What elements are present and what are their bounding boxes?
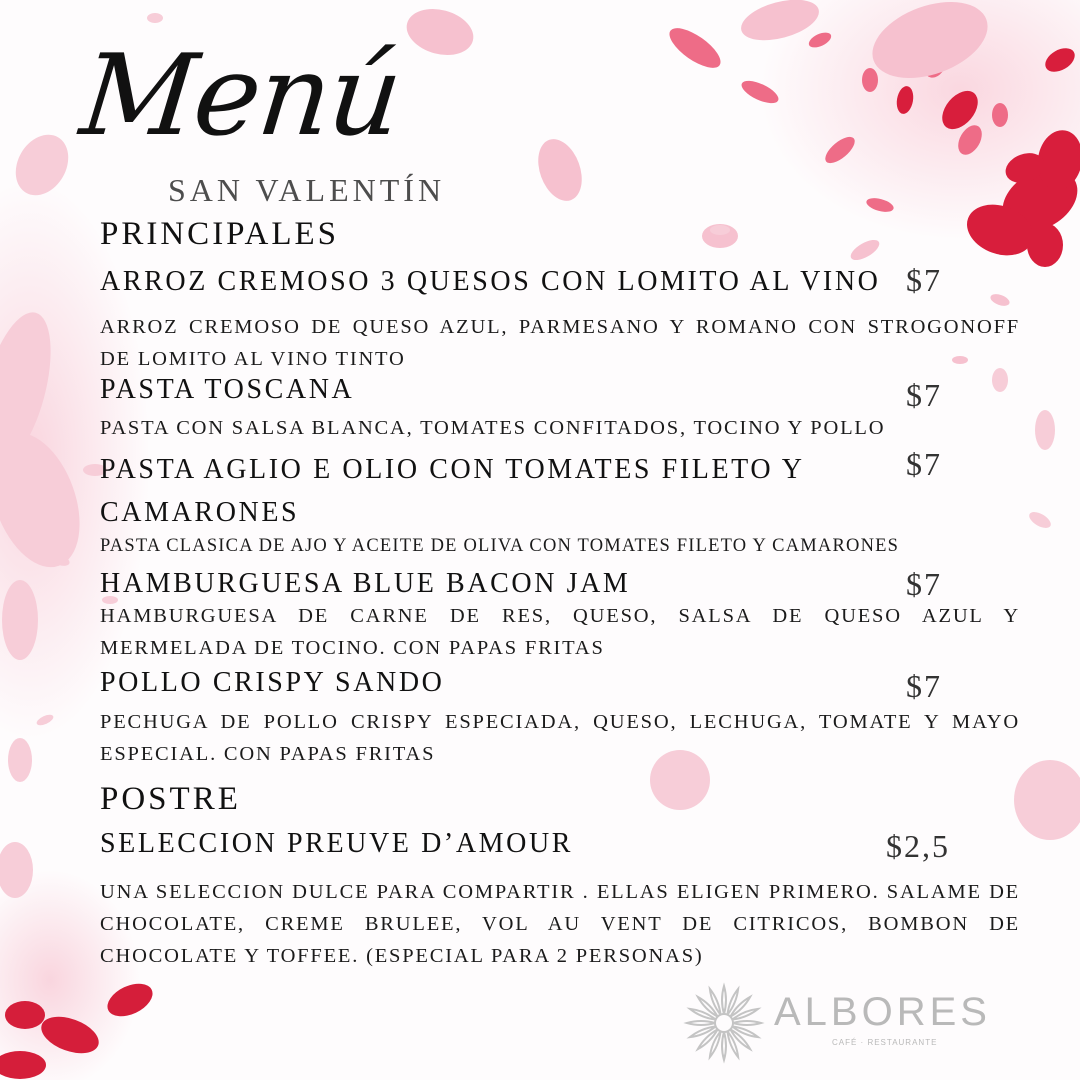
- logo-wordmark: ALBORES: [774, 990, 991, 1034]
- menu-item-name: PASTA TOSCANA: [100, 374, 355, 405]
- menu-item-description: ARROZ CREMOSO DE QUESO AZUL, PARMESANO Y ROMANO CON STROGONOFF DE LOMITO AL VINO TINTO: [100, 316, 1020, 370]
- menu-item-description: HAMBURGUESA DE CARNE DE RES, QUESO, SALSA DE QUESO AZUL Y MERMELADA DE TOCINO. CON PAPAS FRITAS: [100, 605, 1020, 659]
- menu-item-description: PASTA CON SALSA BLANCA, TOMATES CONFITADOS, TOCINO Y POLLO: [100, 417, 886, 439]
- section-heading-principales: PRINCIPALES: [100, 216, 340, 252]
- menu-item-price: $7: [906, 668, 942, 704]
- menu-item-description: PASTA CLASICA DE AJO Y ACEITE DE OLIVA CON TOMATES FILETO Y CAMARONES: [100, 536, 900, 556]
- menu-item-price: $7: [906, 566, 942, 602]
- menu-item-name: POLLO CRISPY SANDO: [100, 667, 445, 698]
- menu-item-price: $7: [906, 446, 942, 482]
- menu-item-description: PECHUGA DE POLLO CRISPY ESPECIADA, QUESO, LECHUGA, TOMATE Y MAYO ESPECIAL. CON PAPAS FRITAS: [100, 711, 1020, 765]
- menu-item-price: $7: [906, 262, 942, 298]
- dessert-name: SELECCION PREUVE D’AMOUR: [100, 828, 574, 859]
- logo-tagline: CAFÉ · RESTAURANTE: [832, 1038, 938, 1047]
- menu-item-price: $7: [906, 377, 942, 413]
- sunburst-icon: [682, 982, 766, 1064]
- menu-item-name: PASTA AGLIO E OLIO CON TOMATES FILETO Y CAMARONES: [100, 454, 804, 528]
- dessert-description: UNA SELECCION DULCE PARA COMPARTIR . ELLAS ELIGEN PRIMERO. SALAME DE CHOCOLATE, CREME BRULEE, VOL AU VENT DE CITRICOS, BOMBON DE CHOCOLATE Y TOFFEE. (ESPECIAL PARA 2 PERSONAS): [100, 881, 1020, 967]
- albores-logo: [682, 982, 991, 1064]
- dessert-price: $2,5: [886, 828, 950, 864]
- menu-item-name: HAMBURGUESA BLUE BACON JAM: [100, 568, 631, 599]
- menu-title: Menú: [75, 31, 407, 161]
- section-heading-postre: POSTRE: [100, 781, 241, 817]
- menu-subtitle: SAN VALENTÍN: [168, 172, 446, 208]
- menu-item-name: ARROZ CREMOSO 3 QUESOS CON LOMITO AL VINO: [100, 266, 881, 297]
